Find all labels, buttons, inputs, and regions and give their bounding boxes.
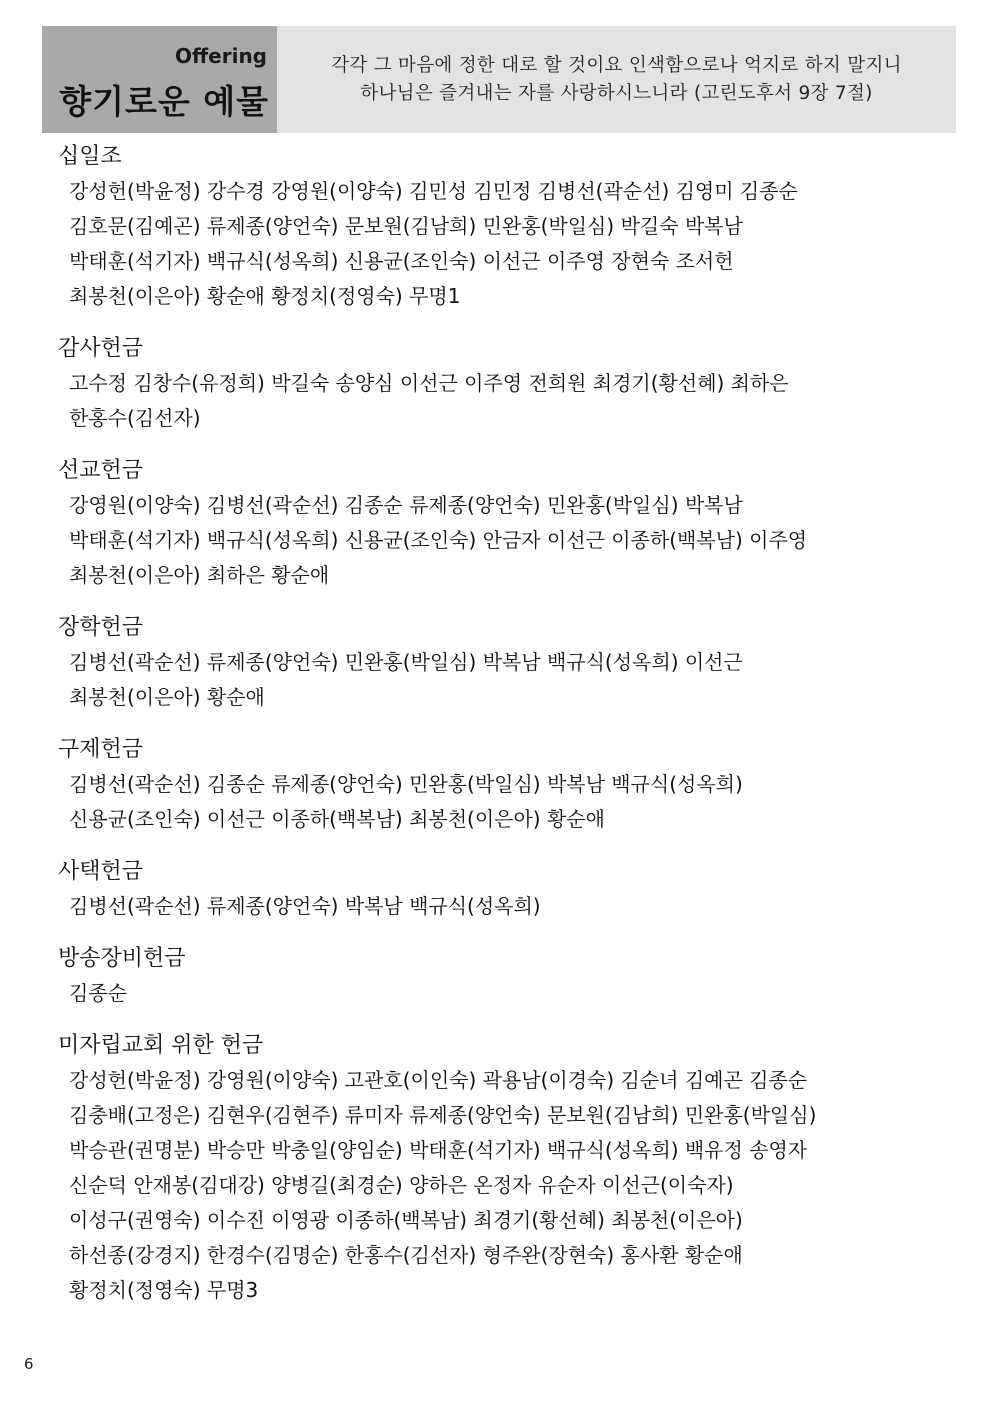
- offering-section: [58, 611, 938, 715]
- section-title: 사택헌금: [58, 859, 144, 884]
- donor-names-line: 강성헌(박윤정) 강영원(이양숙) 고관호(이인숙) 곽용남(이경숙) 김순녀 김예곤 김종순: [69, 1068, 808, 1092]
- section-title: 장학헌금: [58, 615, 144, 640]
- verse-line: 각각 그 마음에 정한 대로 할 것이요 인색함으로나 억지로 하지 말지니: [331, 54, 902, 76]
- donor-names-line: 이성구(권영숙) 이수진 이영광 이종하(백복남) 최경기(황선혜) 최봉천(이은아): [69, 1208, 743, 1232]
- page-number: 6: [24, 1355, 34, 1373]
- donor-names-line: 하선종(강경지) 한경수(김명순) 한홍수(김선자) 형주완(장현숙) 홍사환 황순애: [69, 1243, 743, 1267]
- offering-section: [58, 140, 938, 314]
- donor-names-line: 강성헌(박윤정) 강수경 강영원(이양숙) 김민성 김민정 김병선(곽순선) 김영미 김종순: [69, 179, 798, 203]
- section-title: 선교헌금: [58, 458, 144, 483]
- offering-section: [58, 733, 938, 837]
- section-title: 십일조: [58, 144, 122, 169]
- donor-names-line: 한홍수(김선자): [69, 406, 201, 430]
- header-title-ko: 향기로운 예물: [59, 82, 269, 121]
- donor-names-line: 김종순: [69, 981, 127, 1005]
- offering-list: [58, 140, 938, 1326]
- donor-names-line: 최봉천(이은아) 황순애: [69, 685, 265, 709]
- offering-section: [58, 942, 938, 1011]
- donor-names-line: 김병선(곽순선) 류제종(양언숙) 민완홍(박일심) 박복남 백규식(성옥희) 이선근: [69, 650, 743, 674]
- header-title-block: [42, 26, 277, 133]
- section-title: 감사헌금: [58, 336, 144, 361]
- donor-names-line: 김병선(곽순선) 류제종(양언숙) 박복남 백규식(성옥희): [69, 894, 541, 918]
- donor-names-line: 김충배(고정은) 김현우(김현주) 류미자 류제종(양언숙) 문보원(김남희) 민완홍(박일심): [69, 1103, 817, 1127]
- section-title: 구제헌금: [58, 737, 144, 762]
- donor-names-line: 고수정 김창수(유정희) 박길숙 송양심 이선근 이주영 전희원 최경기(황선혜) 최하은: [69, 371, 789, 395]
- donor-names-line: 강영원(이양숙) 김병선(곽순선) 김종순 류제종(양언숙) 민완홍(박일심) 박복남: [69, 493, 743, 517]
- donor-names-line: 박태훈(석기자) 백규식(성옥희) 신용균(조인숙) 이선근 이주영 장현숙 조서헌: [69, 249, 734, 273]
- donor-names-line: 최봉천(이은아) 황순애 황정치(정영숙) 무명1: [69, 284, 461, 308]
- donor-names-line: 박태훈(석기자) 백규식(성옥희) 신용균(조인숙) 안금자 이선근 이종하(백복남) 이주영: [69, 528, 808, 552]
- section-title: 방송장비헌금: [58, 946, 186, 971]
- donor-names-line: 신용균(조인숙) 이선근 이종하(백복남) 최봉천(이은아) 황순애: [69, 807, 605, 831]
- offering-section: [58, 855, 938, 924]
- offering-section: [58, 454, 938, 593]
- offering-header: [42, 26, 956, 133]
- header-title-en: Offering: [174, 44, 267, 68]
- donor-names-line: 황정치(정영숙) 무명3: [69, 1278, 259, 1302]
- section-title: 미자립교회 위한 헌금: [58, 1033, 264, 1058]
- offering-section: [58, 332, 938, 436]
- verse-line: 하나님은 즐겨내는 자를 사랑하시느니라 (고린도후서 9장 7절): [360, 82, 873, 104]
- donor-names-line: 최봉천(이은아) 최하은 황순애: [69, 563, 330, 587]
- donor-names-line: 김호문(김예곤) 류제종(양언숙) 문보원(김남희) 민완홍(박일심) 박길숙 박복남: [69, 214, 743, 238]
- donor-names-line: 박승관(권명분) 박승만 박충일(양임순) 박태훈(석기자) 백규식(성옥희) 백유정 송영자: [69, 1138, 808, 1162]
- donor-names-line: 신순덕 안재봉(김대강) 양병길(최경순) 양하은 온정자 유순자 이선근(이숙자): [69, 1173, 734, 1197]
- scripture-verse: [277, 26, 956, 133]
- donor-names-line: 김병선(곽순선) 김종순 류제종(양언숙) 민완홍(박일심) 박복남 백규식(성옥희): [69, 772, 743, 796]
- offering-section: [58, 1029, 938, 1308]
